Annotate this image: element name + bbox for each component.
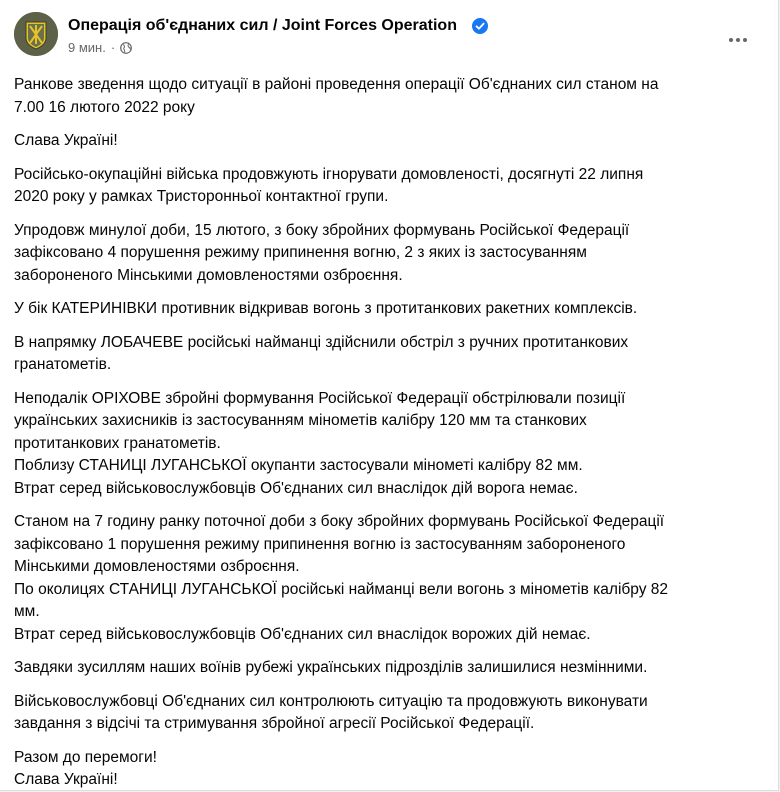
post-text-line: Втрат серед військовослужбовців Об'єднаних сил внаслідок дій ворога немає. [14, 479, 578, 497]
post-text-line: 2020 року у рамках Тристоронньої контактної групи. [14, 188, 389, 205]
post-text-line: Втрат серед військовослужбовців Об'єднаних сил внаслідок ворожих дій немає. [14, 625, 591, 643]
post-text-line: мм. [14, 603, 40, 620]
post-text-line: В напрямку ЛОБАЧЕВЕ російські найманці здійснили обстріл з ручних протитанкових [14, 333, 629, 351]
meta-separator: · [110, 40, 116, 55]
post-meta [68, 40, 132, 56]
post-text-line: українських захисників із застосуванням мінометів калібру 120 мм та станкових [14, 412, 587, 429]
globe-icon[interactable] [120, 42, 132, 54]
post-paragraph [14, 388, 766, 501]
post-header [0, 0, 778, 66]
post-paragraph [14, 74, 766, 119]
post-text-line: Мінськими домовленостями озброєння. [14, 558, 300, 575]
post-body [14, 74, 766, 791]
joint-forces-emblem-icon [14, 12, 58, 56]
post-text-line: Поблизу СТАНИЦІ ЛУГАНСЬКОЇ окупанти застосували мінометі калібру 82 мм. [14, 457, 583, 474]
post-text-line: зафіксовано 1 порушення режиму припинення вогню із застосуванням забороненого [14, 535, 626, 553]
post-text-line: Слава Україні! [14, 771, 118, 788]
post-paragraph [14, 164, 766, 209]
post-text-line: Військовослужбовці Об'єднаних сил контролюють ситуацію та продовжують виконувати [14, 692, 648, 710]
post-text-line: У бік КАТЕРИНІВКИ противник відкривав вогонь з протитанкових ракетних комплексів. [14, 300, 638, 317]
post-paragraph [14, 511, 766, 646]
post-text-line: Упродовж минулої доби, 15 лютого, з боку збройних формувань Російської Федерації [14, 221, 630, 239]
verified-badge-icon [472, 18, 488, 34]
post-timestamp[interactable]: 9 мин. [68, 40, 106, 55]
post-text-line: 7.00 16 лютого 2022 року [14, 98, 195, 116]
post-text-line: По околицях СТАНИЦІ ЛУГАНСЬКОЇ російські найманці вели вогонь з мінометів калібру 82 [14, 580, 669, 598]
post-text-line: протитанкових гранатометів. [14, 434, 221, 452]
post-paragraph [14, 657, 766, 680]
post-text-line: Разом до перемоги! [14, 748, 157, 766]
post-paragraph [14, 332, 766, 377]
post-text-line: забороненого Мінськими домовленостями озброєння. [14, 266, 403, 284]
post-text-line: Слава Україні! [14, 132, 118, 149]
post-paragraph [14, 691, 766, 736]
more-options-dot [743, 38, 747, 42]
more-options-button[interactable] [720, 22, 756, 58]
post-paragraph [14, 298, 766, 321]
post-paragraph [14, 747, 766, 792]
post-text-line: Ранкове зведення щодо ситуації в районі проведення операції Об'єднаних сил станом на [14, 76, 659, 93]
post-paragraph [14, 130, 766, 153]
post-text-line: Станом на 7 годину ранку поточної доби з боку збройних формувань Російської Федерації [14, 513, 665, 530]
more-options-dot [729, 38, 733, 42]
page-avatar[interactable] [14, 12, 58, 56]
post-paragraph [14, 220, 766, 288]
post-text-line: завдання з відсічі та стримування збройної агресії Російської Федерації. [14, 715, 535, 732]
post-text-line: гранатометів. [14, 356, 112, 373]
page-name-link[interactable]: Операція об'єднаних сил / Joint Forces Operation [68, 17, 457, 34]
more-options-dot [736, 38, 740, 42]
post-text-line: Російсько-окупаційні війська продовжують ігнорувати домовленості, досягнуті 22 липня [14, 165, 644, 183]
post-text-line: зафіксовано 4 порушення режиму припинення вогню, 2 з яких із застосуванням [14, 244, 587, 261]
post-text-line: Завдяки зусиллям наших воїнів рубежі українських підрозділів залишилися незмінними. [14, 659, 648, 676]
post-text-line: Неподалік ОРІХОВЕ збройні формування Російської Федерації обстрілювали позиції [14, 389, 626, 407]
